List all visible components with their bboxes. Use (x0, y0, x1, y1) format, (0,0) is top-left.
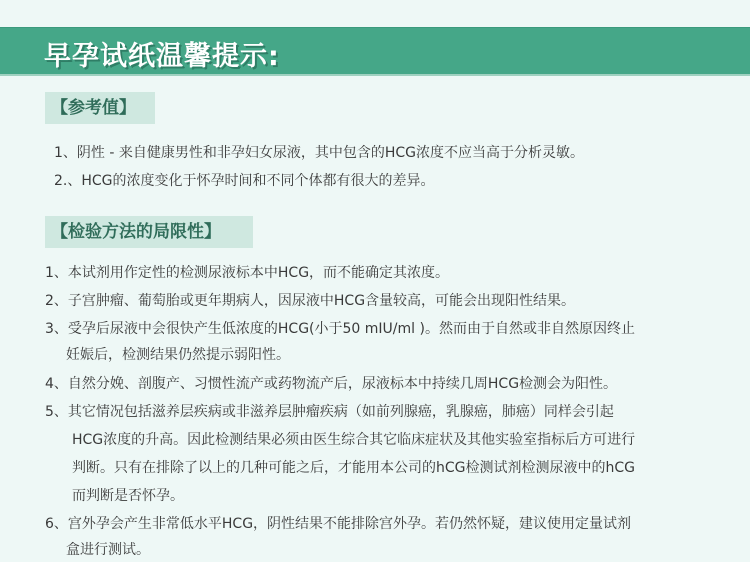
banner-title: 早孕试纸温馨提示: (44, 41, 280, 72)
section-heading-limitations: 【检验方法的局限性】 (45, 216, 253, 248)
section-heading-reference: 【参考值】 (45, 92, 155, 124)
limitation-line: 2、子宫肿瘤、葡萄胎或更年期病人，因尿液中HCG含量较高，可能会出现阳性结果。 (45, 293, 576, 309)
limitation-line: 妊娠后，检测结果仍然提示弱阳性。 (66, 347, 290, 363)
limitation-line: 5、其它情况包括滋养层疾病或非滋养层肿瘤疾病（如前列腺癌，乳腺癌，肺癌）同样会引起 (45, 404, 614, 420)
title-banner (0, 27, 750, 74)
limitation-line: 1、本试剂用作定性的检测尿液标本中HCG，而不能确定其浓度。 (45, 265, 450, 281)
limitation-line: 4、自然分娩、剖腹产、习惯性流产或药物流产后，尿液标本中持续几周HCG检测会为阳性。 (45, 376, 618, 392)
limitation-line: 盒进行测试。 (66, 542, 150, 558)
limitation-line: 3、受孕后尿液中会很快产生低浓度的HCG(小于50 mIU/ml )。然而由于自然或非自然原因终止 (45, 321, 635, 337)
limitation-line: 6、宫外孕会产生非常低水平HCG，阴性结果不能排除宫外孕。若仍然怀疑，建议使用定量试剂 (45, 516, 632, 532)
limitation-line: 判断。只有在排除了以上的几种可能之后，才能用本公司的hCG检测试剂检测尿液中的hCG (72, 460, 635, 476)
reference-item: 2.、HCG的浓度变化于怀孕时间和不同个体都有很大的差异。 (54, 173, 435, 189)
top-strip (0, 0, 750, 26)
reference-item: 1、阴性 - 来自健康男性和非孕妇女尿液，其中包含的HCG浓度不应当高于分析灵敏。 (54, 145, 585, 161)
limitation-line: HCG浓度的升高。因此检测结果必须由医生综合其它临床症状及其他实验室指标后方可进行 (72, 432, 636, 448)
limitation-line: 而判断是否怀孕。 (72, 488, 184, 504)
